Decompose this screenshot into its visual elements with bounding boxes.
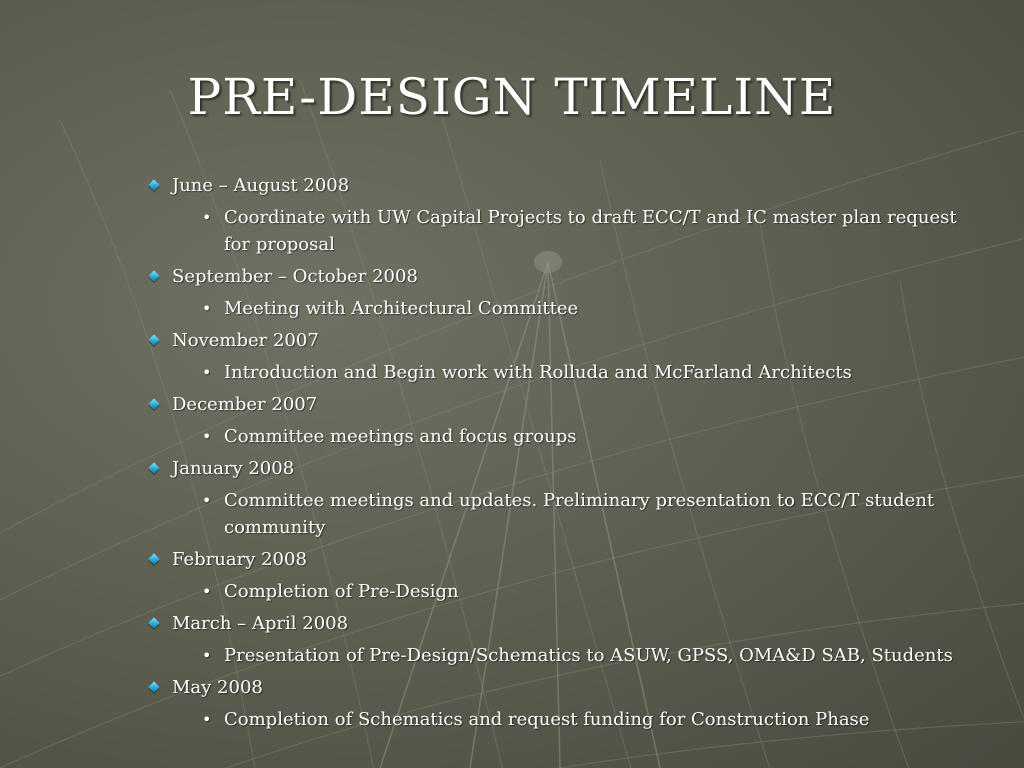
timeline-detail: Committee meetings and updates. Preliminary presentation to ECC/T student community — [224, 490, 935, 538]
list-item — [148, 546, 978, 573]
list-item — [148, 172, 978, 199]
timeline-period: June – August 2008 — [172, 175, 350, 196]
bullet-dot-icon: • — [202, 299, 212, 318]
diamond-bullet-icon — [148, 270, 159, 281]
bullet-dot-icon: • — [202, 646, 212, 665]
list-subitem — [200, 706, 978, 733]
timeline-detail: Coordinate with UW Capital Projects to draft ECC/T and IC master plan request for proposal — [224, 207, 957, 255]
timeline-period: November 2007 — [172, 330, 319, 351]
timeline-period: December 2007 — [172, 394, 318, 415]
bullet-dot-icon: • — [202, 582, 212, 601]
list-subitem — [200, 359, 978, 386]
diamond-bullet-icon — [148, 179, 159, 190]
diamond-bullet-icon — [148, 462, 159, 473]
diamond-bullet-icon — [148, 681, 159, 692]
list-item — [148, 327, 978, 354]
list-item — [148, 391, 978, 418]
timeline-period: September – October 2008 — [172, 266, 418, 287]
timeline-detail: Introduction and Begin work with Rolluda and McFarland Architects — [224, 362, 852, 383]
list-item — [148, 674, 978, 701]
bullet-dot-icon: • — [202, 710, 212, 729]
list-subitem — [200, 487, 978, 541]
page-title: PRE-DESIGN TIMELINE — [187, 68, 837, 126]
diamond-bullet-icon — [148, 553, 159, 564]
list-subitem — [200, 642, 978, 669]
list-item — [148, 263, 978, 290]
list-item — [148, 455, 978, 482]
timeline-period: January 2008 — [172, 458, 295, 479]
list-item — [148, 610, 978, 637]
list-subitem — [200, 204, 978, 258]
timeline-detail: Meeting with Architectural Committee — [224, 298, 579, 319]
diamond-bullet-icon — [148, 334, 159, 345]
bullet-dot-icon: • — [202, 491, 212, 510]
timeline-period: February 2008 — [172, 549, 307, 570]
bullet-dot-icon: • — [202, 363, 212, 382]
diamond-bullet-icon — [148, 398, 159, 409]
timeline-detail: Completion of Schematics and request funding for Construction Phase — [224, 709, 870, 730]
timeline-list — [148, 172, 978, 733]
list-subitem — [200, 423, 978, 450]
timeline-period: May 2008 — [172, 677, 263, 698]
timeline-period: March – April 2008 — [172, 613, 349, 634]
timeline-detail: Committee meetings and focus groups — [224, 426, 577, 447]
list-subitem — [200, 295, 978, 322]
diamond-bullet-icon — [148, 617, 159, 628]
bullet-dot-icon: • — [202, 208, 212, 227]
list-subitem — [200, 578, 978, 605]
bullet-dot-icon: • — [202, 427, 212, 446]
timeline-detail: Presentation of Pre-Design/Schematics to ASUW, GPSS, OMA&D SAB, Students — [224, 645, 953, 666]
timeline-detail: Completion of Pre-Design — [224, 581, 459, 602]
